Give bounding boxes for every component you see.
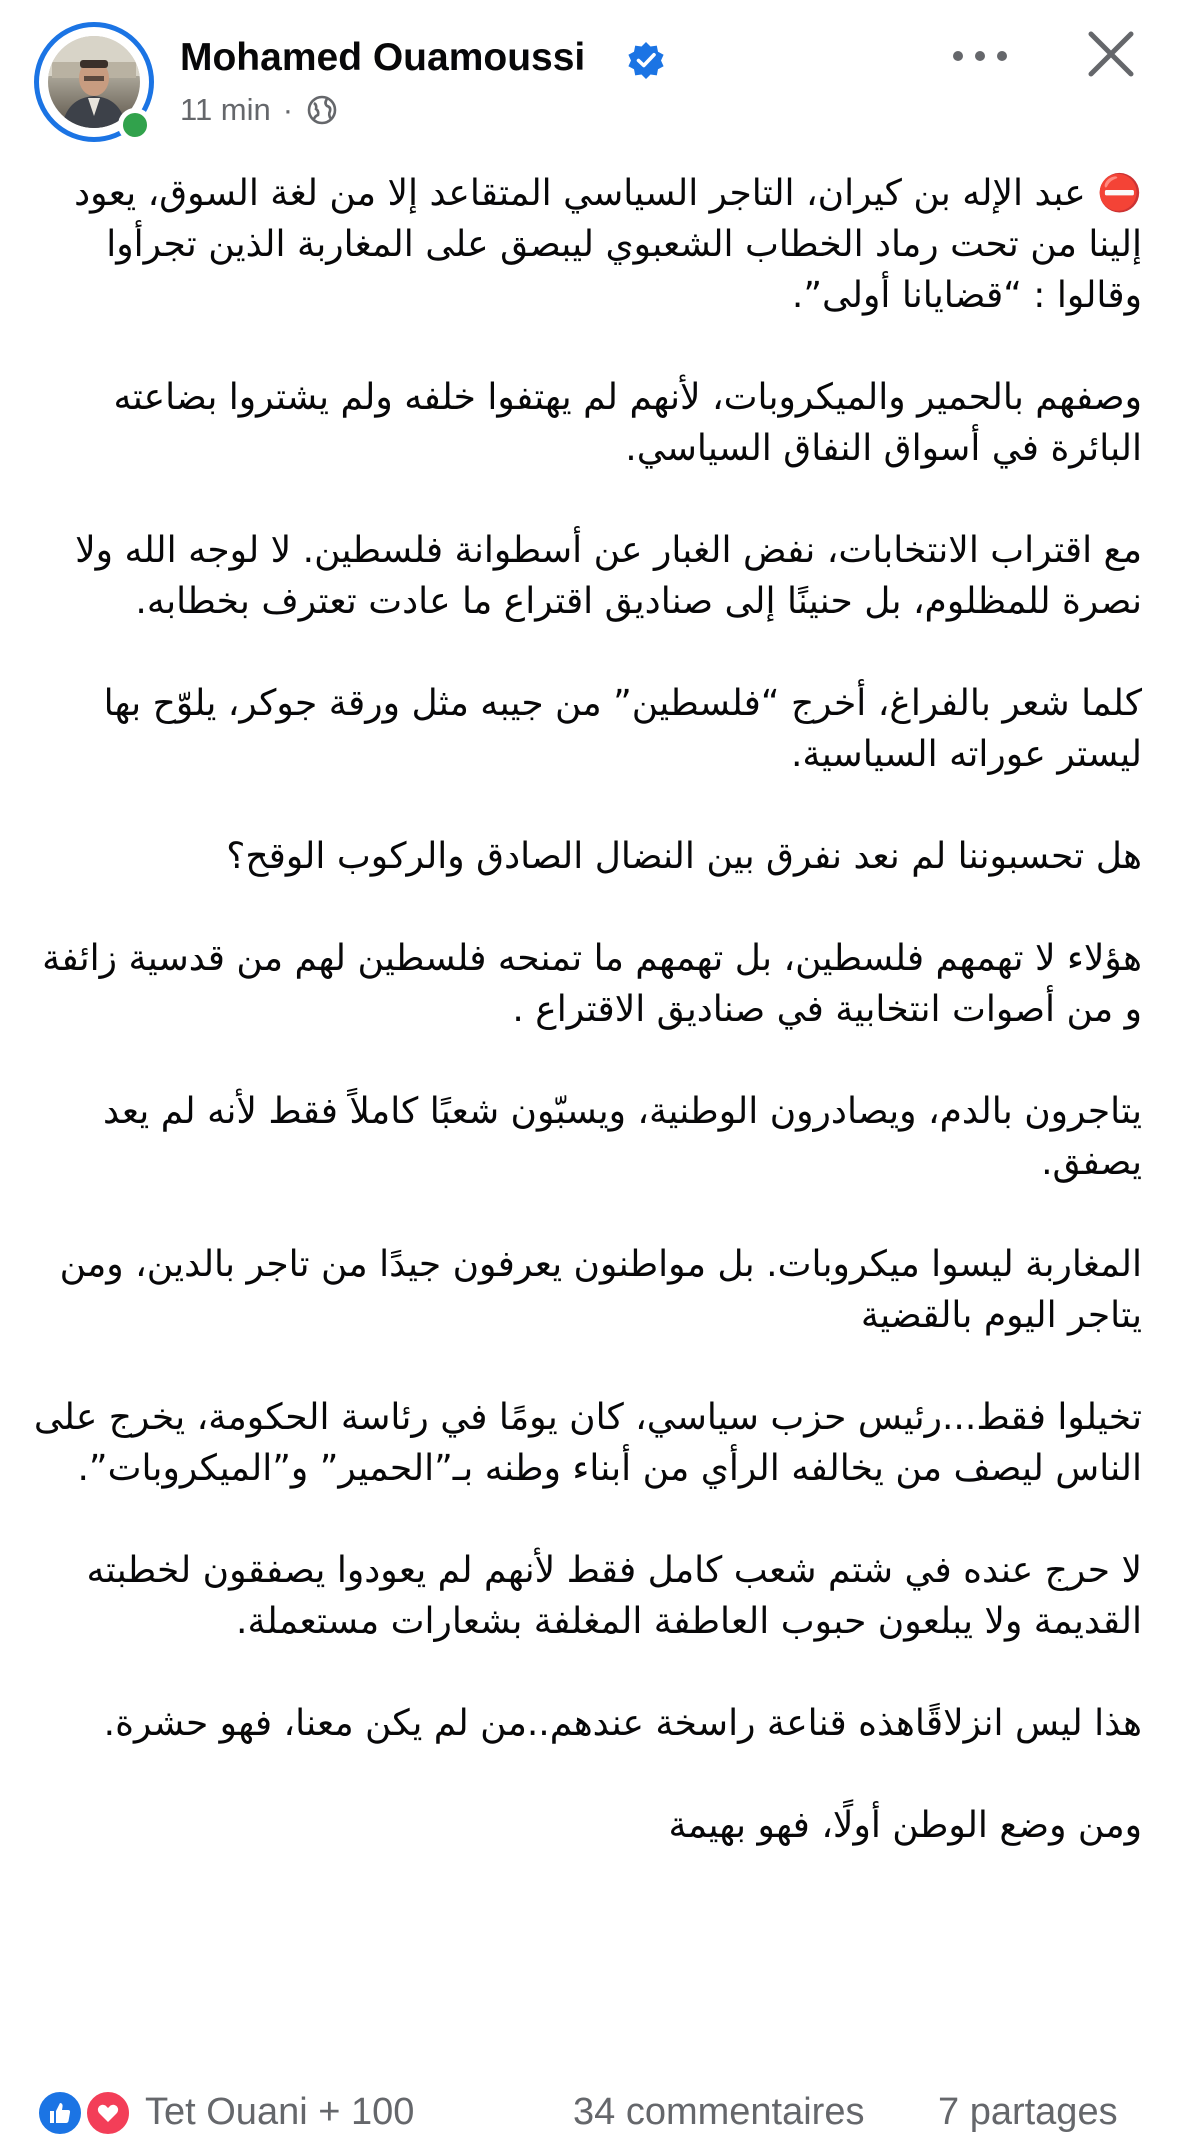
reactions-bar [0,2085,1179,2147]
meta-separator: · [282,92,294,127]
online-status-dot [118,108,152,142]
more-options-button[interactable] [950,36,1010,76]
post-paragraph: هذا ليس انزلاقًاهذه قناعة راسخة عندهم..من لم يكن معنا، فهو حشرة. [103,1703,1142,1744]
post-paragraph: تخيلوا فقط...رئيس حزب سياسي، كان يومًا في رئاسة الحكومة، يخرج على الناس ليصف من يخالفه الرأي من أبناء وطنه بـ”الحمير” و”الميكروبات”. [33,1397,1142,1489]
post-paragraph: يتاجرون بالدم، ويصادرون الوطنية، ويسبّون شعبًا كاملاً فقط لأنه لم يعد يصفق. [103,1091,1142,1183]
post-paragraph: ⛔ عبد الإله بن كيران، التاجر السياسي المتقاعد إلا من لغة السوق، يعود إلينا من تحت رماد الخطاب الشعبوي ليبصق على المغاربة الذين تجرأوا وقالوا : “قضايانا أولى”. [74,173,1142,316]
comments-count[interactable]: 34 commentaires [573,2091,865,2133]
like-reaction-icon[interactable] [36,2089,84,2137]
post-paragraph: وصفهم بالحمير والميكروبات، لأنهم لم يهتفوا خلفه ولم يشتروا بضاعته البائرة في أسواق النفاق السياسي. [113,377,1142,469]
author-name[interactable]: Mohamed Ouamoussi [180,36,586,79]
love-reaction-icon[interactable] [84,2089,132,2137]
post-body [30,168,1142,1851]
post-paragraph: المغاربة ليسوا ميكروبات. بل مواطنون يعرفون جيدًا من تاجر بالدين، ومن يتاجر اليوم بالقضية [59,1244,1142,1336]
close-icon[interactable] [1085,28,1137,80]
post-paragraph: كلما شعر بالفراغ، أخرج “فلسطين” من جيبه مثل ورقة جوكر، يلوّح بها ليستر عوراته السياسية. [103,683,1142,775]
post-paragraph: لا حرج عنده في شتم شعب كامل فقط لأنهم لم يعودوا يصفقون لخطبته القديمة ولا يبلعون حبوب العاطفة المغلفة بشعارات مستعملة. [86,1550,1142,1642]
post-paragraph: ومن وضع الوطن أولًا، فهو بهيمة [668,1805,1142,1846]
post-time[interactable]: 11 min [180,92,271,127]
post-header [0,0,1179,150]
verified-badge-icon [626,40,666,80]
globe-icon[interactable] [305,93,339,127]
reaction-names[interactable]: Tet Ouani + 100 [145,2091,415,2133]
post-paragraph: هل تحسبوننا لم نعد نفرق بين النضال الصادق والركوب الوقح؟ [226,836,1142,877]
shares-count[interactable]: 7 partages [938,2091,1118,2133]
post-meta [180,92,339,128]
post-paragraph: هؤلاء لا تهمهم فلسطين، بل تهمهم ما تمنحه فلسطين لهم من قدسية زائفة و من أصوات انتخابية في صناديق الاقتراع . [42,938,1142,1030]
post-paragraph: مع اقتراب الانتخابات، نفض الغبار عن أسطوانة فلسطين. لا لوجه الله ولا نصرة للمظلوم، بل حنينًا إلى صناديق اقتراع ما عادت تعترف بخطابه. [75,530,1142,622]
